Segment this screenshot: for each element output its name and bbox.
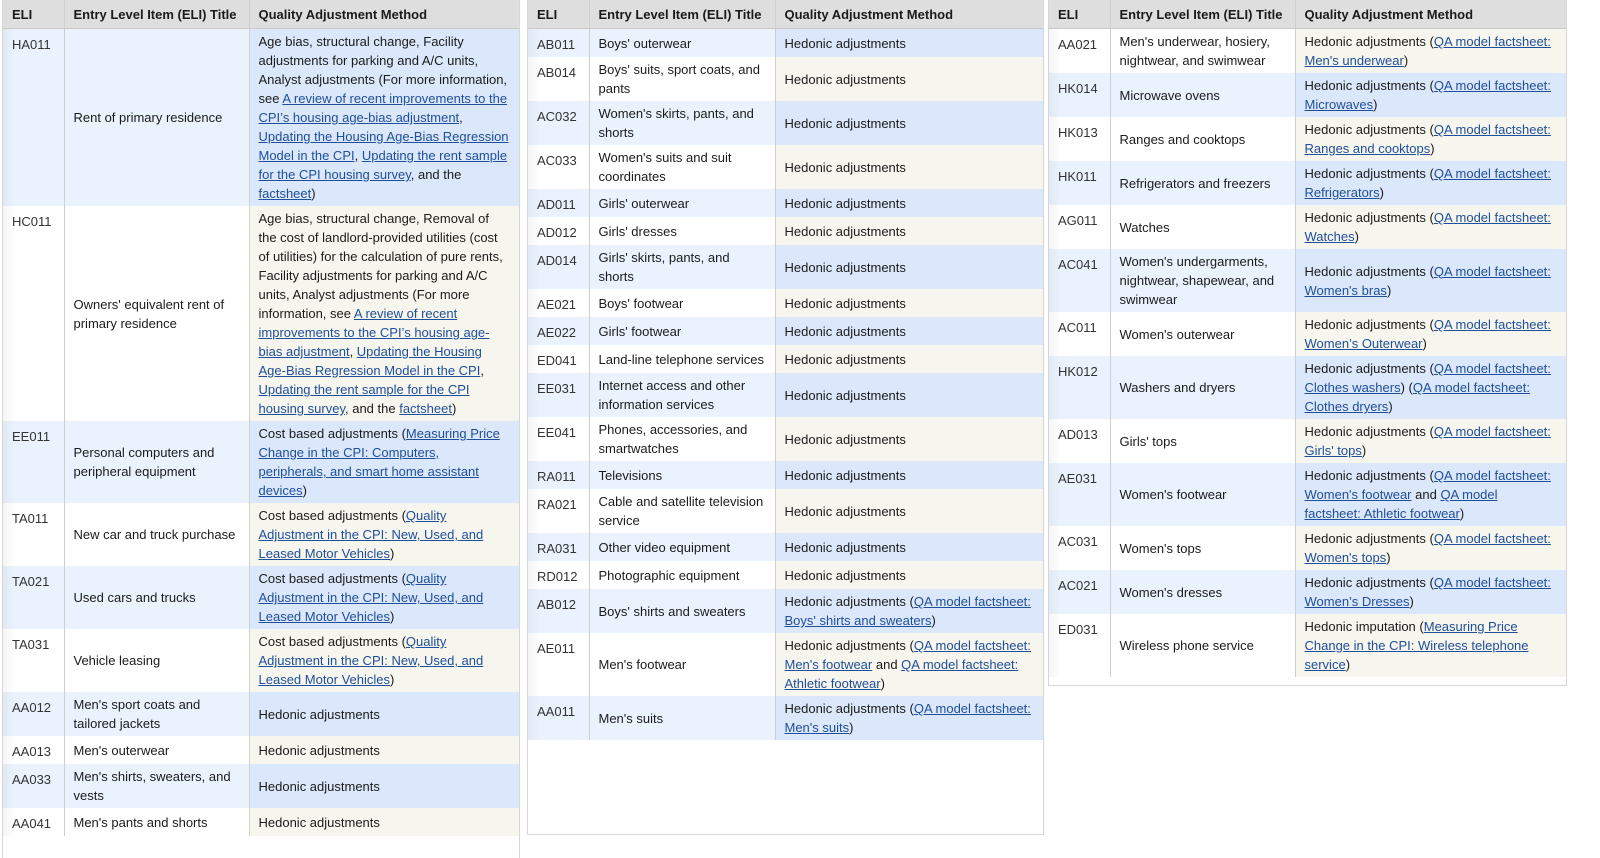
table-header-row [528,0,1043,29]
eli-code: AB012 [528,589,589,633]
reference-link[interactable]: QA model factsheet: Girls' tops [1304,424,1551,458]
qa-table-panel-left [2,0,520,858]
quality-adjustment-method [1295,205,1566,249]
eli-title: Girls' tops [1110,419,1295,463]
reference-link[interactable]: Updating the rent sample for the CPI housing survey [258,382,470,416]
quality-adjustment-method [1295,570,1566,614]
method-text: ) ( [1400,380,1413,395]
eli-title: Refrigerators and freezers [1110,161,1295,205]
method-text: ) [849,720,854,735]
reference-link[interactable]: factsheet [399,401,452,416]
method-text: Hedonic adjustments [784,295,906,311]
method-text: ) [390,546,395,561]
quality-adjustment-method [775,633,1043,696]
quality-adjustment-method [775,145,1043,189]
eli-title: Girls' outerwear [589,189,775,217]
table-row [1049,419,1566,463]
eli-title: Rent of primary residence [64,29,249,207]
reference-link[interactable]: Quality Adjustment in the CPI: New, Used, and Leased Motor Vehicles [258,634,484,687]
qa-methods-table [3,0,519,836]
method-text: Cost based adjustments ( [258,426,406,441]
eli-code: AD012 [528,217,589,245]
reference-link[interactable]: Updating the Housing Age-Bias Regression Model in the CPI [258,344,482,378]
reference-link[interactable]: QA model factsheet: Men's footwear [784,638,1031,672]
quality-adjustment-method [249,808,519,836]
eli-code: AA011 [528,696,589,740]
eli-code: AA021 [1049,29,1110,74]
reference-link[interactable]: QA model factsheet: Refrigerators [1304,166,1551,200]
eli-code: TA021 [3,566,64,629]
quality-adjustment-method [1295,312,1566,356]
eli-code: AB011 [528,29,589,58]
method-text: ) [1386,550,1391,565]
reference-link[interactable]: QA model factsheet: Women's bras [1304,263,1551,298]
reference-link[interactable]: QA model factsheet: Men's underwear [1304,34,1551,68]
table-row [528,101,1043,145]
eli-title: Girls' skirts, pants, and shorts [589,245,775,289]
eli-title: Women's suits and suit coordinates [589,145,775,189]
table-row [1049,570,1566,614]
method-text: Hedonic adjustments [784,539,906,555]
table-row [528,317,1043,345]
reference-link[interactable]: QA model factsheet: Microwaves [1304,78,1551,112]
table-row [528,533,1043,561]
method-text: Hedonic adjustments ( [784,701,914,716]
eli-code: RA021 [528,489,589,533]
eli-code: AD014 [528,245,589,289]
eli-code: AE021 [528,289,589,317]
eli-title: Men's sport coats and tailored jackets [64,692,249,736]
qa-methods-table [528,0,1043,740]
eli-title: Boys' outerwear [589,29,775,58]
eli-title: Men's pants and shorts [64,808,249,836]
method-text: Hedonic imputation ( [1304,619,1424,634]
table-row [1049,29,1566,74]
eli-code: AG011 [1049,205,1110,249]
method-text: Hedonic adjustments [784,323,906,339]
eli-code: EE011 [3,421,64,503]
method-text: Age bias, structural change, Facility adjustments for parking and A/C units, Analyst adjustments (For more information, see [258,34,508,106]
table-row [1049,73,1566,117]
quality-adjustment-method [775,461,1043,489]
quality-adjustment-method [775,289,1043,317]
eli-code: ED031 [1049,614,1110,677]
method-text: Cost based adjustments ( [258,634,406,649]
eli-code: RA031 [528,533,589,561]
eli-title: Boys' footwear [589,289,775,317]
method-text: Cost based adjustments ( [258,571,406,586]
eli-title: Women's undergarments, nightwear, shapewear, and swimwear [1110,249,1295,312]
quality-adjustment-method [249,629,519,692]
eli-code: AC033 [528,145,589,189]
reference-link[interactable]: A review of recent improvements to the CPI’s housing age-bias adjustment [258,306,490,359]
eli-title: Men's shirts, sweaters, and vests [64,764,249,808]
eli-code: HK013 [1049,117,1110,161]
table-row [1049,161,1566,205]
eli-code: AE022 [528,317,589,345]
method-text: , and the [344,401,400,416]
quality-adjustment-method [775,696,1043,740]
reference-link[interactable]: QA model factsheet: Women’s Outerwear [1304,317,1551,351]
eli-code: EE031 [528,373,589,417]
eli-title: Boys' suits, sport coats, and pants [589,57,775,101]
method-text: , and the [410,167,462,182]
quality-adjustment-method [249,692,519,736]
table-row [528,289,1043,317]
eli-title: Women's outerwear [1110,312,1295,356]
quality-adjustment-method [1295,117,1566,161]
eli-title: Women's tops [1110,526,1295,570]
reference-link[interactable]: Updating the Housing Age-Bias Regression Model in the CPI [258,129,509,163]
header-title[interactable]: Entry Level Item (ELI) Title [64,0,249,29]
method-text: ) [390,672,395,687]
reference-link[interactable]: QA model factsheet: Athletic footwear [1304,487,1498,521]
eli-title: Men's underwear, hosiery, nightwear, and swimwear [1110,29,1295,74]
quality-adjustment-method [249,764,519,808]
method-text: Hedonic adjustments [784,503,906,519]
eli-title: Women's skirts, pants, and shorts [589,101,775,145]
quality-adjustment-method [1295,249,1566,312]
eli-title: Microwave ovens [1110,73,1295,117]
quality-adjustment-method [775,29,1043,58]
quality-adjustment-method [775,217,1043,245]
method-text: Cost based adjustments ( [258,508,406,523]
method-text: ) [390,609,395,624]
method-text: Hedonic adjustments ( [1304,78,1434,93]
reference-link[interactable]: QA model factsheet: Clothes washers [1304,361,1551,395]
header-method[interactable]: Quality Adjustment Method [1295,0,1566,29]
eli-code: AC032 [528,101,589,145]
method-text: Hedonic adjustments [784,259,906,275]
eli-title: Internet access and other information services [589,373,775,417]
method-text: Hedonic adjustments [784,223,906,239]
quality-adjustment-method [249,503,519,566]
reference-link[interactable]: QA model factsheet: Men's suits [784,701,1031,735]
eli-title: New car and truck purchase [64,503,249,566]
reference-link[interactable]: QA model factsheet: Boys' shirts and sweaters [784,594,1031,628]
quality-adjustment-method [775,245,1043,289]
eli-title: Girls' footwear [589,317,775,345]
table-row [528,461,1043,489]
eli-code: ED041 [528,345,589,373]
method-text: Hedonic adjustments [258,778,380,794]
reference-link[interactable]: QA model factsheet: Athletic footwear [784,657,1019,691]
eli-title: Girls' dresses [589,217,775,245]
qa-table-panel-right [1048,0,1567,686]
table-row [1049,614,1566,677]
method-text: Hedonic adjustments ( [1304,122,1434,137]
reference-link[interactable]: A review of recent improvements to the CPI’s housing age-bias adjustment [258,91,508,125]
eli-title: Women's dresses [1110,570,1295,614]
table-row [528,561,1043,589]
method-text: Hedonic adjustments ( [1304,34,1434,49]
reference-link[interactable]: QA model factsheet: Women's tops [1304,531,1551,565]
quality-adjustment-method [1295,73,1566,117]
method-text: Hedonic adjustments ( [784,594,914,609]
eli-title: Other video equipment [589,533,775,561]
reference-link[interactable]: Measuring Price Change in the CPI: Wireless telephone service [1304,619,1529,672]
eli-code: HA011 [3,29,64,207]
quality-adjustment-method [775,589,1043,633]
method-text: ) [1379,185,1384,200]
quality-adjustment-method [775,57,1043,101]
eli-title: Photographic equipment [589,561,775,589]
qa-table-panel-middle [527,0,1044,835]
eli-title: Men's footwear [589,633,775,696]
method-text: Hedonic adjustments [784,567,906,583]
method-text: Hedonic adjustments ( [1304,263,1434,279]
method-text: Hedonic adjustments [784,467,906,483]
method-text: , [349,344,357,359]
table-row [528,145,1043,189]
method-text: Hedonic adjustments [258,706,380,722]
method-text: ) [1373,97,1378,112]
table-row [3,692,519,736]
method-text: Hedonic adjustments [784,351,906,367]
quality-adjustment-method [1295,356,1566,419]
table-row [3,206,519,421]
eli-code: AA013 [3,736,64,764]
eli-code: AB014 [528,57,589,101]
quality-adjustment-method [775,373,1043,417]
eli-code: AA012 [3,692,64,736]
eli-title: Televisions [589,461,775,489]
method-text: ) [311,186,316,201]
table-row [3,764,519,808]
eli-code: AD011 [528,189,589,217]
method-text: ) [1345,657,1351,672]
table-row [3,503,519,566]
reference-link[interactable]: QA model factsheet: Women's footwear [1304,468,1551,502]
method-text: , [480,363,484,378]
method-text: Hedonic adjustments [784,387,906,403]
eli-code: AC021 [1049,570,1110,614]
eli-code: RA011 [528,461,589,489]
eli-code: AE011 [528,633,589,696]
table-body [528,29,1043,741]
method-text: ) [1409,594,1414,609]
table-body [3,29,519,837]
eli-title: Land-line telephone services [589,345,775,373]
eli-title: Phones, accessories, and smartwatches [589,417,775,461]
table-row [1049,312,1566,356]
table-row [528,57,1043,101]
method-text: Hedonic adjustments [784,431,906,447]
quality-adjustment-method [775,317,1043,345]
method-text: ) [1388,399,1393,414]
eli-code: TA011 [3,503,64,566]
table-row [3,808,519,836]
qa-methods-table [1049,0,1566,677]
method-text: Hedonic adjustments ( [1304,210,1434,225]
method-text: ) [1386,282,1392,298]
eli-title: Women's footwear [1110,463,1295,526]
quality-adjustment-method [1295,29,1566,74]
quality-adjustment-method [1295,419,1566,463]
table-row [3,566,519,629]
method-text: Hedonic adjustments ( [1304,166,1434,181]
header-method[interactable]: Quality Adjustment Method [249,0,519,29]
eli-code: EE041 [528,417,589,461]
method-text: ) [1459,506,1465,521]
table-row [528,417,1043,461]
eli-code: AD013 [1049,419,1110,463]
reference-link[interactable]: Quality Adjustment in the CPI: New, Used, and Leased Motor Vehicles [258,571,484,624]
header-eli[interactable]: ELI [528,0,589,29]
table-row [1049,205,1566,249]
table-row [1049,526,1566,570]
eli-code: HC011 [3,206,64,421]
eli-title: Watches [1110,205,1295,249]
method-text: Hedonic adjustments [784,35,906,51]
table-row [1049,463,1566,526]
quality-adjustment-method [775,189,1043,217]
table-row [528,696,1043,740]
eli-title: Used cars and trucks [64,566,249,629]
method-text: , [459,110,463,125]
table-row [528,373,1043,417]
method-text: Hedonic adjustments ( [1304,531,1434,546]
table-row [3,29,519,207]
table-row [528,245,1043,289]
reference-link[interactable]: factsheet [258,186,312,201]
reference-link[interactable]: Measuring Price Change in the CPI: Computers, peripherals, and smart home assistant devices [258,426,500,498]
quality-adjustment-method [249,206,519,421]
quality-adjustment-method [775,101,1043,145]
header-method[interactable]: Quality Adjustment Method [775,0,1043,29]
method-text: Hedonic adjustments [784,195,906,211]
method-text: Hedonic adjustments [258,814,380,830]
header-eli[interactable]: ELI [3,0,64,29]
method-text: ) [880,676,885,691]
reference-link[interactable]: QA model factsheet: Clothes dryers [1304,380,1530,414]
eli-code: AA041 [3,808,64,836]
eli-code: AA033 [3,764,64,808]
eli-code: HK014 [1049,73,1110,117]
table-row [528,345,1043,373]
eli-code: RD012 [528,561,589,589]
table-row [528,217,1043,245]
header-title[interactable]: Entry Level Item (ELI) Title [1110,0,1295,29]
reference-link[interactable]: QA model factsheet: Ranges and cooktops [1304,122,1551,156]
method-text: ) [451,401,457,416]
method-text: Hedonic adjustments [784,115,906,131]
method-text: ) [1403,53,1409,68]
header-title[interactable]: Entry Level Item (ELI) Title [589,0,775,29]
eli-code: HK012 [1049,356,1110,419]
quality-adjustment-method [775,345,1043,373]
table-row [528,189,1043,217]
eli-code: AC011 [1049,312,1110,356]
quality-adjustment-method [1295,161,1566,205]
quality-adjustment-method [249,29,519,207]
quality-adjustment-method [775,417,1043,461]
table-row [528,489,1043,533]
method-text: and [872,657,902,672]
table-row [3,421,519,503]
table-header-row [1049,0,1566,29]
header-eli[interactable]: ELI [1049,0,1110,29]
table-row [528,29,1043,58]
method-text: and [1411,487,1441,502]
method-text: Hedonic adjustments ( [1304,424,1434,439]
quality-adjustment-method [249,736,519,764]
eli-title: Personal computers and peripheral equipment [64,421,249,503]
reference-link[interactable]: Updating the rent sample for the CPI housing survey [258,148,508,182]
table-row [3,736,519,764]
table-row [1049,117,1566,161]
method-text: Hedonic adjustments [784,159,906,175]
eli-title: Men's suits [589,696,775,740]
method-text: ) [1430,141,1435,156]
method-text: , [354,148,362,163]
table-row [1049,356,1566,419]
quality-adjustment-method [249,421,519,503]
quality-adjustment-method [775,561,1043,589]
eli-code: AC031 [1049,526,1110,570]
method-text: ) [1361,443,1367,458]
eli-code: AC041 [1049,249,1110,312]
eli-title: Ranges and cooktops [1110,117,1295,161]
table-row [1049,249,1566,312]
eli-title: Vehicle leasing [64,629,249,692]
reference-link[interactable]: QA model factsheet: Women’s Dresses [1304,575,1551,609]
quality-adjustment-method [249,566,519,629]
table-header-row [3,0,519,29]
eli-title: Owners' equivalent rent of primary residence [64,206,249,421]
method-text: Hedonic adjustments ( [1304,317,1434,332]
table-row [528,633,1043,696]
eli-code: AE031 [1049,463,1110,526]
quality-adjustment-method [1295,614,1566,677]
method-text: Age bias, structural change, Removal of the cost of landlord-provided utilities (cost of utilities) for the calculation of pure rents, Facility adjustments for parking and A/C units, Analyst adjustments (For more information, see [258,211,503,321]
method-text: Hedonic adjustments ( [1304,468,1434,483]
method-text: Hedonic adjustments ( [1304,575,1434,590]
method-text: Hedonic adjustments [784,71,906,87]
method-text: ) [931,613,936,628]
quality-adjustment-method [775,489,1043,533]
table-body [1049,29,1566,678]
method-text: Hedonic adjustments [258,742,380,758]
table-row [528,589,1043,633]
method-text: ) [1354,229,1359,244]
table-row [3,629,519,692]
method-text: Hedonic adjustments ( [784,638,914,653]
quality-adjustment-method [1295,463,1566,526]
reference-link[interactable]: QA model factsheet: Watches [1304,210,1551,244]
method-text: ) [1422,336,1427,351]
eli-title: Cable and satellite television service [589,489,775,533]
quality-adjustment-method [1295,526,1566,570]
reference-link[interactable]: Quality Adjustment in the CPI: New, Used, and Leased Motor Vehicles [258,508,484,561]
eli-title: Wireless phone service [1110,614,1295,677]
eli-code: HK011 [1049,161,1110,205]
eli-title: Washers and dryers [1110,356,1295,419]
eli-title: Men's outerwear [64,736,249,764]
method-text: ) [302,483,307,498]
quality-adjustment-method [775,533,1043,561]
eli-code: TA031 [3,629,64,692]
eli-title: Boys' shirts and sweaters [589,589,775,633]
method-text: Hedonic adjustments ( [1304,361,1434,376]
